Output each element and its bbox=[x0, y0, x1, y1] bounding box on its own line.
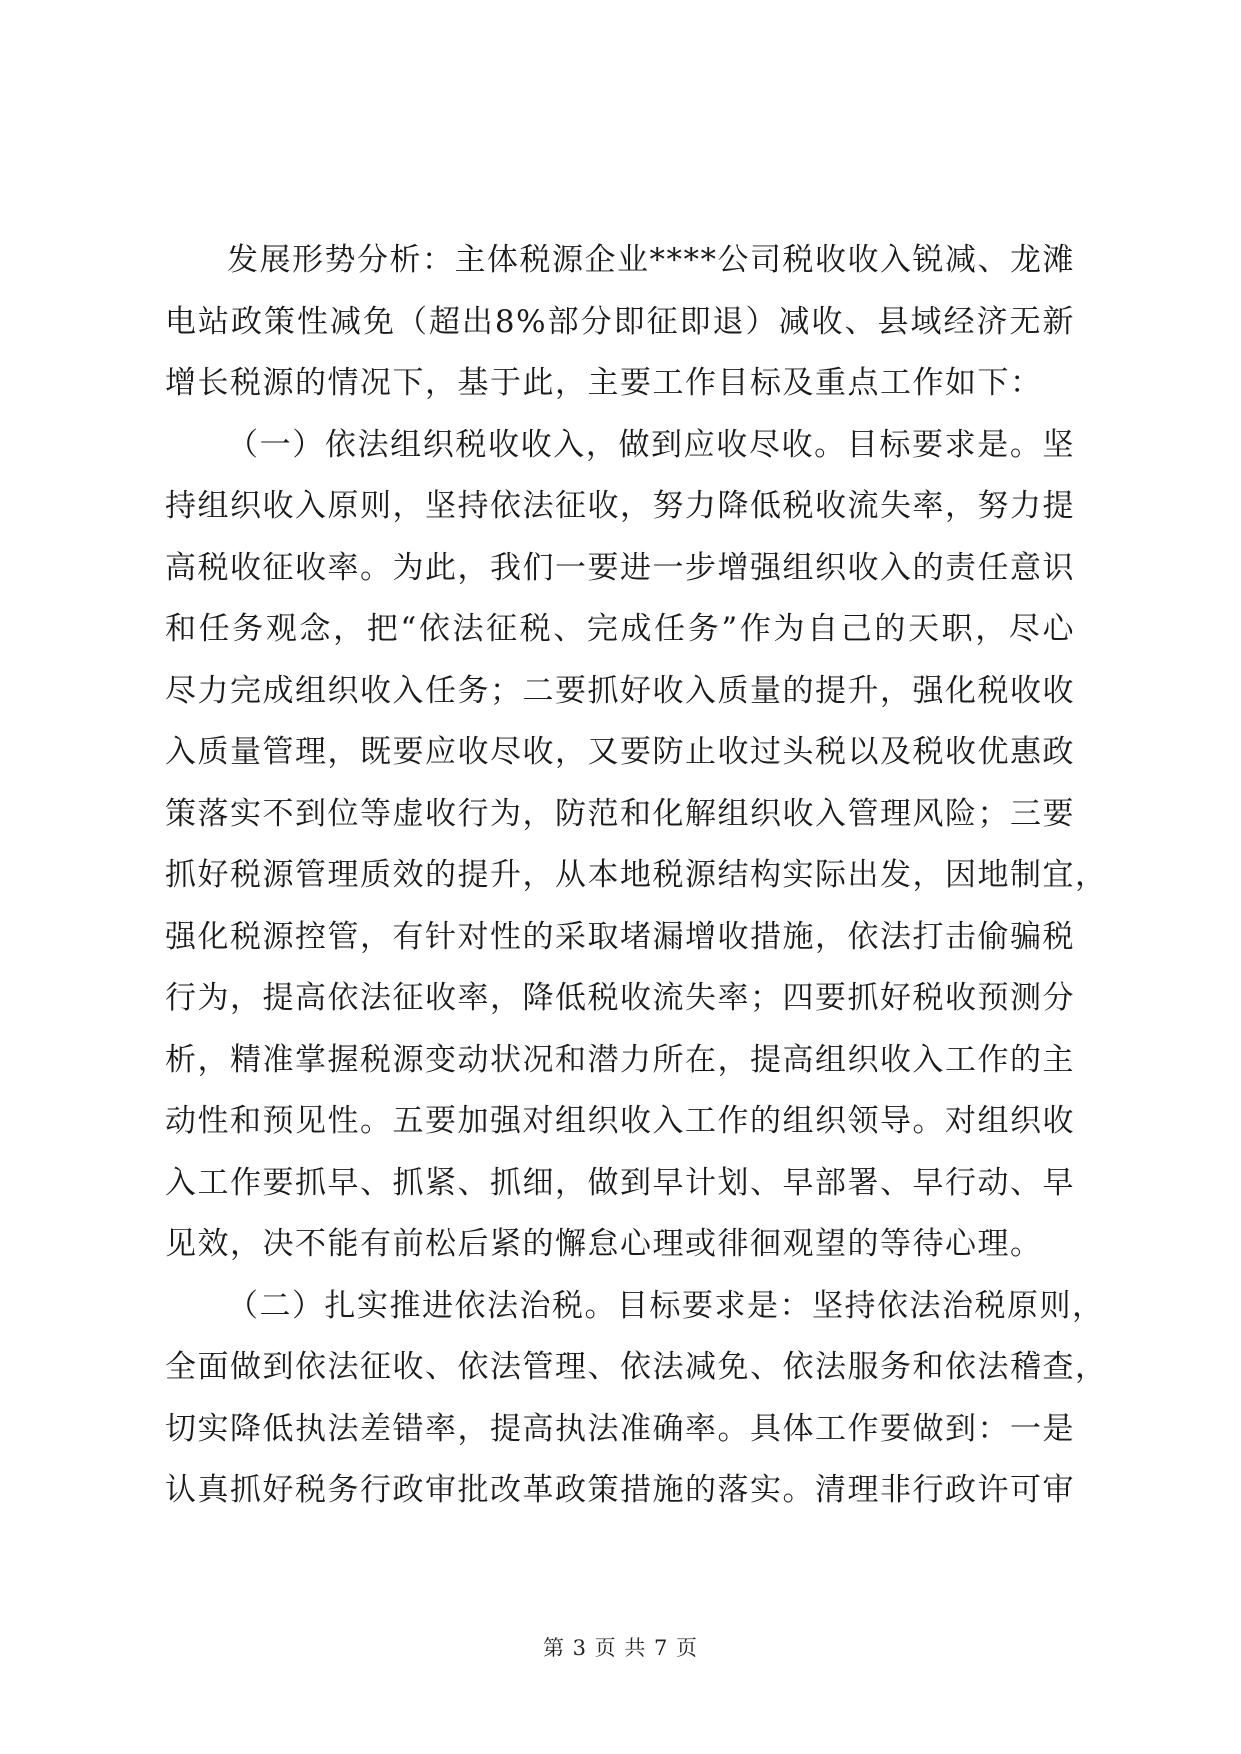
paragraph-1-line-2: 电站政策性减免（超出8%部分即征即退）减收、县域经济无新 bbox=[165, 303, 1075, 340]
page-number-footer: 第 3 页 共 7 页 bbox=[542, 1636, 699, 1660]
paragraph-2-line-8: 抓好税源管理质效的提升，从本地税源结构实际出发，因地制宜， bbox=[165, 857, 1108, 893]
paragraph-2-line-5: 尽力完成组织收入任务；二要抓好收入质量的提升，强化税收收 bbox=[165, 672, 1075, 709]
paragraph-1-line-3: 增长税源的情况下，基于此，主要工作目标及重点工作如下： bbox=[165, 365, 1043, 401]
paragraph-1-line-1: 发展形势分析：主体税源企业****公司税收收入锐减、龙滩 bbox=[227, 242, 1075, 278]
paragraph-2-line-10: 行为，提高依法征收率，降低税收流失率；四要抓好税收预测分 bbox=[165, 980, 1075, 1016]
paragraph-2-line-12: 动性和预见性。五要加强对组织收入工作的组织领导。对组织收 bbox=[165, 1103, 1075, 1139]
paragraph-3-line-4: 认真抓好税务行政审批改革政策措施的落实。清理非行政许可审 bbox=[165, 1472, 1075, 1508]
paragraph-2-line-2: 持组织收入原则，坚持依法征收，努力降低税收流失率，努力提 bbox=[165, 488, 1075, 524]
paragraph-2-line-4: 和任务观念，把“依法征税、完成任务”作为自己的天职，尽心 bbox=[165, 611, 1075, 647]
paragraph-2-line-14: 见效，决不能有前松后紧的懈怠心理或徘徊观望的等待心理。 bbox=[165, 1226, 1043, 1262]
paragraph-2-line-7: 策落实不到位等虚收行为，防范和化解组织收入管理风险；三要 bbox=[165, 795, 1075, 832]
paragraph-2-line-13: 入工作要抓早、抓紧、抓细，做到早计划、早部署、早行动、早 bbox=[165, 1164, 1075, 1201]
document-body bbox=[165, 230, 1108, 1522]
paragraph-2-line-3: 高税收征收率。为此，我们一要进一步增强组织收入的责任意识 bbox=[165, 549, 1075, 586]
paragraph-3-line-1: （二）扎实推进依法治税。目标要求是：坚持依法治税原则， bbox=[227, 1287, 1105, 1324]
paragraph-3-line-2: 全面做到依法征收、依法管理、依法减免、依法服务和依法稽查， bbox=[165, 1349, 1108, 1385]
paragraph-2-line-11: 析，精准掌握税源变动状况和潜力所在，提高组织收入工作的主 bbox=[165, 1041, 1075, 1078]
paragraph-2-line-1: （一）依法组织税收收入，做到应收尽收。目标要求是。坚 bbox=[227, 426, 1075, 463]
paragraph-2-line-6: 入质量管理，既要应收尽收，又要防止收过头税以及税收优惠政 bbox=[165, 734, 1075, 770]
paragraph-2-line-9: 强化税源控管，有针对性的采取堵漏增收措施，依法打击偷骗税 bbox=[165, 918, 1075, 955]
paragraph-3-line-3: 切实降低执法差错率，提高执法准确率。具体工作要做到：一是 bbox=[165, 1410, 1075, 1447]
